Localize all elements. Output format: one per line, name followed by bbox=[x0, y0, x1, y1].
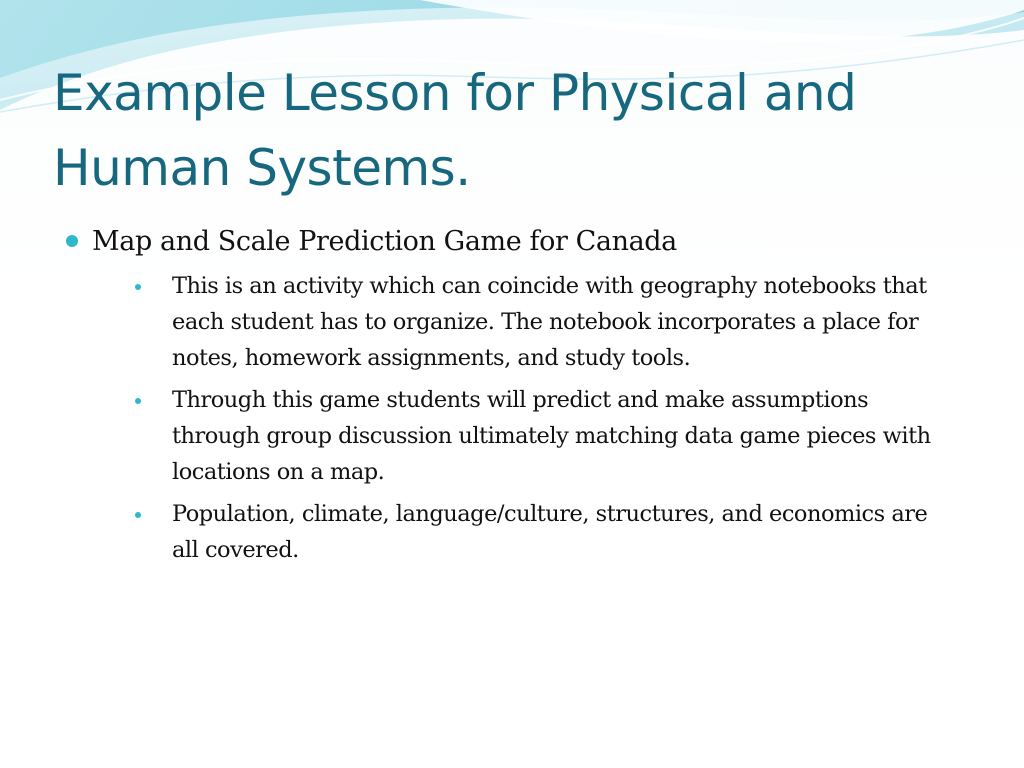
sub-bullet bbox=[172, 382, 952, 490]
bullet-icon bbox=[135, 512, 141, 518]
sub-bullet bbox=[172, 268, 952, 376]
main-bullet bbox=[62, 222, 962, 262]
slide-content bbox=[62, 222, 962, 574]
bullet-icon bbox=[135, 284, 141, 290]
sub-bullet bbox=[172, 496, 952, 568]
main-bullet-text: Map and Scale Prediction Game for Canada bbox=[92, 226, 677, 257]
sub-bullet-text: Through this game students will predict and make assumptions through group discussion ultimately matching data game pieces with locations on a map. bbox=[172, 387, 931, 485]
sub-bullet-list bbox=[62, 268, 962, 568]
slide-title: Example Lesson for Physical and Human Systems. bbox=[53, 64, 857, 197]
bullet-icon bbox=[135, 398, 141, 404]
sub-bullet-text: This is an activity which can coincide with geography notebooks that each student has to organize. The notebook incorporates a place for notes, homework assignments, and study tools. bbox=[172, 273, 927, 371]
bullet-icon bbox=[66, 235, 78, 247]
sub-bullet-text: Population, climate, language/culture, structures, and economics are all covered. bbox=[172, 501, 928, 563]
